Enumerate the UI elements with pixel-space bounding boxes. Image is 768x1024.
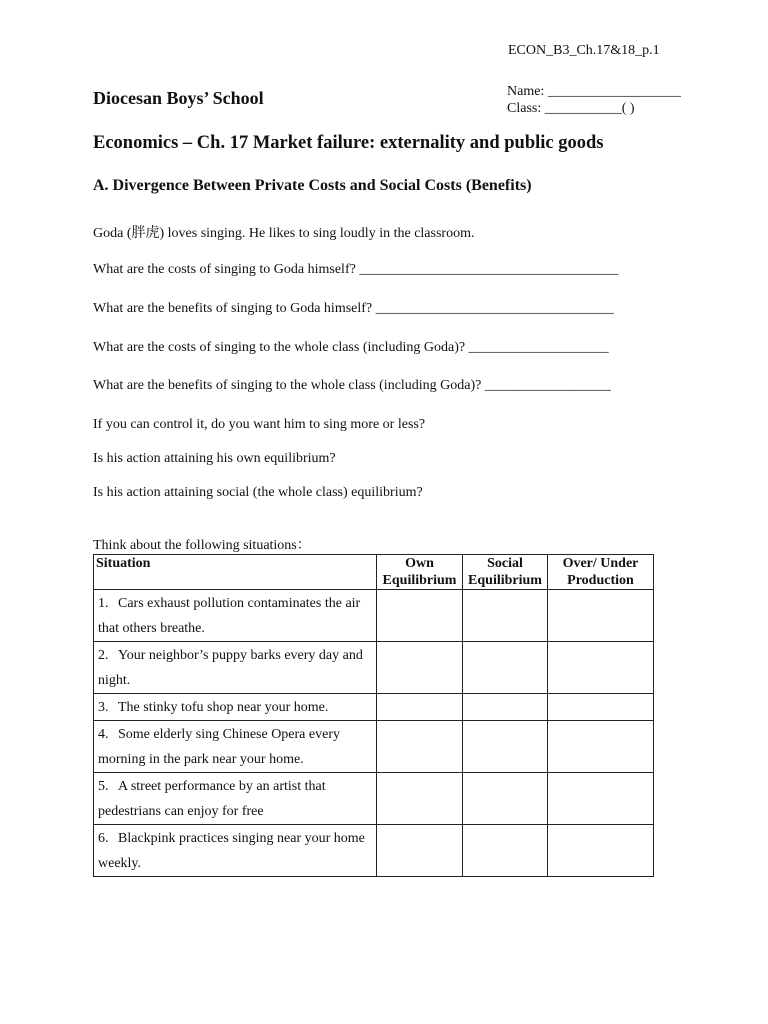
answer-cell-own[interactable] bbox=[377, 694, 463, 721]
situations-table bbox=[93, 554, 654, 877]
document-code: ECON_B3_Ch.17&18_p.1 bbox=[508, 43, 660, 58]
answer-cell-production[interactable] bbox=[548, 590, 654, 642]
answer-cell-own[interactable] bbox=[377, 721, 463, 773]
answer-cell-social[interactable] bbox=[463, 642, 548, 694]
table-header-row bbox=[94, 555, 654, 590]
situation-cell bbox=[94, 721, 377, 773]
table-row bbox=[94, 825, 654, 877]
situation-text: The stinky tofu shop near your home. bbox=[118, 700, 329, 715]
situation-number: 4. bbox=[98, 727, 109, 742]
answer-cell-own[interactable] bbox=[377, 642, 463, 694]
table-row bbox=[94, 773, 654, 825]
situation-text: Blackpink practices singing near your home weekly. bbox=[98, 831, 365, 871]
answer-cell-social[interactable] bbox=[463, 590, 548, 642]
table-row bbox=[94, 694, 654, 721]
answer-cell-production[interactable] bbox=[548, 773, 654, 825]
situation-cell bbox=[94, 590, 377, 642]
intro-paragraph: Goda (胖虎) loves singing. He likes to sing loudly in the classroom. bbox=[93, 226, 475, 241]
answer-cell-production[interactable] bbox=[548, 721, 654, 773]
situation-cell bbox=[94, 694, 377, 721]
question-benefits-goda: What are the benefits of singing to Goda himself? __________________________________ bbox=[93, 301, 614, 316]
table-row bbox=[94, 721, 654, 773]
answer-cell-own[interactable] bbox=[377, 825, 463, 877]
name-field: Name: ___________________ bbox=[507, 84, 681, 99]
question-social-equilibrium: Is his action attaining social (the whole class) equilibrium? bbox=[93, 485, 423, 500]
table-row bbox=[94, 590, 654, 642]
situation-number: 1. bbox=[98, 596, 109, 611]
header-over-under-production: Over/ Under Production bbox=[548, 555, 654, 590]
question-benefits-class: What are the benefits of singing to the whole class (including Goda)? __________________ bbox=[93, 378, 611, 393]
question-control: If you can control it, do you want him to sing more or less? bbox=[93, 417, 426, 432]
answer-cell-production[interactable] bbox=[548, 642, 654, 694]
page-title: Economics – Ch. 17 Market failure: externality and public goods bbox=[93, 133, 604, 153]
answer-cell-social[interactable] bbox=[463, 694, 548, 721]
answer-cell-production[interactable] bbox=[548, 694, 654, 721]
situation-cell bbox=[94, 773, 377, 825]
answer-cell-own[interactable] bbox=[377, 773, 463, 825]
situation-cell bbox=[94, 825, 377, 877]
situation-text: Cars exhaust pollution contaminates the air that others breathe. bbox=[98, 596, 361, 636]
situation-number: 2. bbox=[98, 648, 109, 663]
header-social-equilibrium: Social Equilibrium bbox=[463, 555, 548, 590]
situation-number: 6. bbox=[98, 831, 109, 846]
situations-intro: Think about the following situations： bbox=[93, 538, 311, 553]
header-situation: Situation bbox=[94, 555, 377, 590]
question-costs-goda: What are the costs of singing to Goda himself? _____________________________________ bbox=[93, 262, 619, 277]
header-own-equilibrium: Own Equilibrium bbox=[377, 555, 463, 590]
school-name: Diocesan Boys’ School bbox=[93, 88, 264, 108]
answer-cell-social[interactable] bbox=[463, 721, 548, 773]
question-costs-class: What are the costs of singing to the whole class (including Goda)? ____________________ bbox=[93, 340, 609, 355]
table-row bbox=[94, 642, 654, 694]
situation-text: Some elderly sing Chinese Opera every morning in the park near your home. bbox=[98, 727, 340, 767]
situation-text: A street performance by an artist that pedestrians can enjoy for free bbox=[98, 779, 326, 819]
question-own-equilibrium: Is his action attaining his own equilibrium? bbox=[93, 451, 336, 466]
class-field: Class: ___________( ) bbox=[507, 101, 635, 116]
answer-cell-production[interactable] bbox=[548, 825, 654, 877]
section-heading-a: A. Divergence Between Private Costs and Social Costs (Benefits) bbox=[93, 177, 532, 194]
answer-cell-own[interactable] bbox=[377, 590, 463, 642]
answer-cell-social[interactable] bbox=[463, 825, 548, 877]
situation-number: 5. bbox=[98, 779, 109, 794]
answer-cell-social[interactable] bbox=[463, 773, 548, 825]
situation-cell bbox=[94, 642, 377, 694]
situation-text: Your neighbor’s puppy barks every day and night. bbox=[98, 648, 363, 688]
situation-number: 3. bbox=[98, 700, 109, 715]
